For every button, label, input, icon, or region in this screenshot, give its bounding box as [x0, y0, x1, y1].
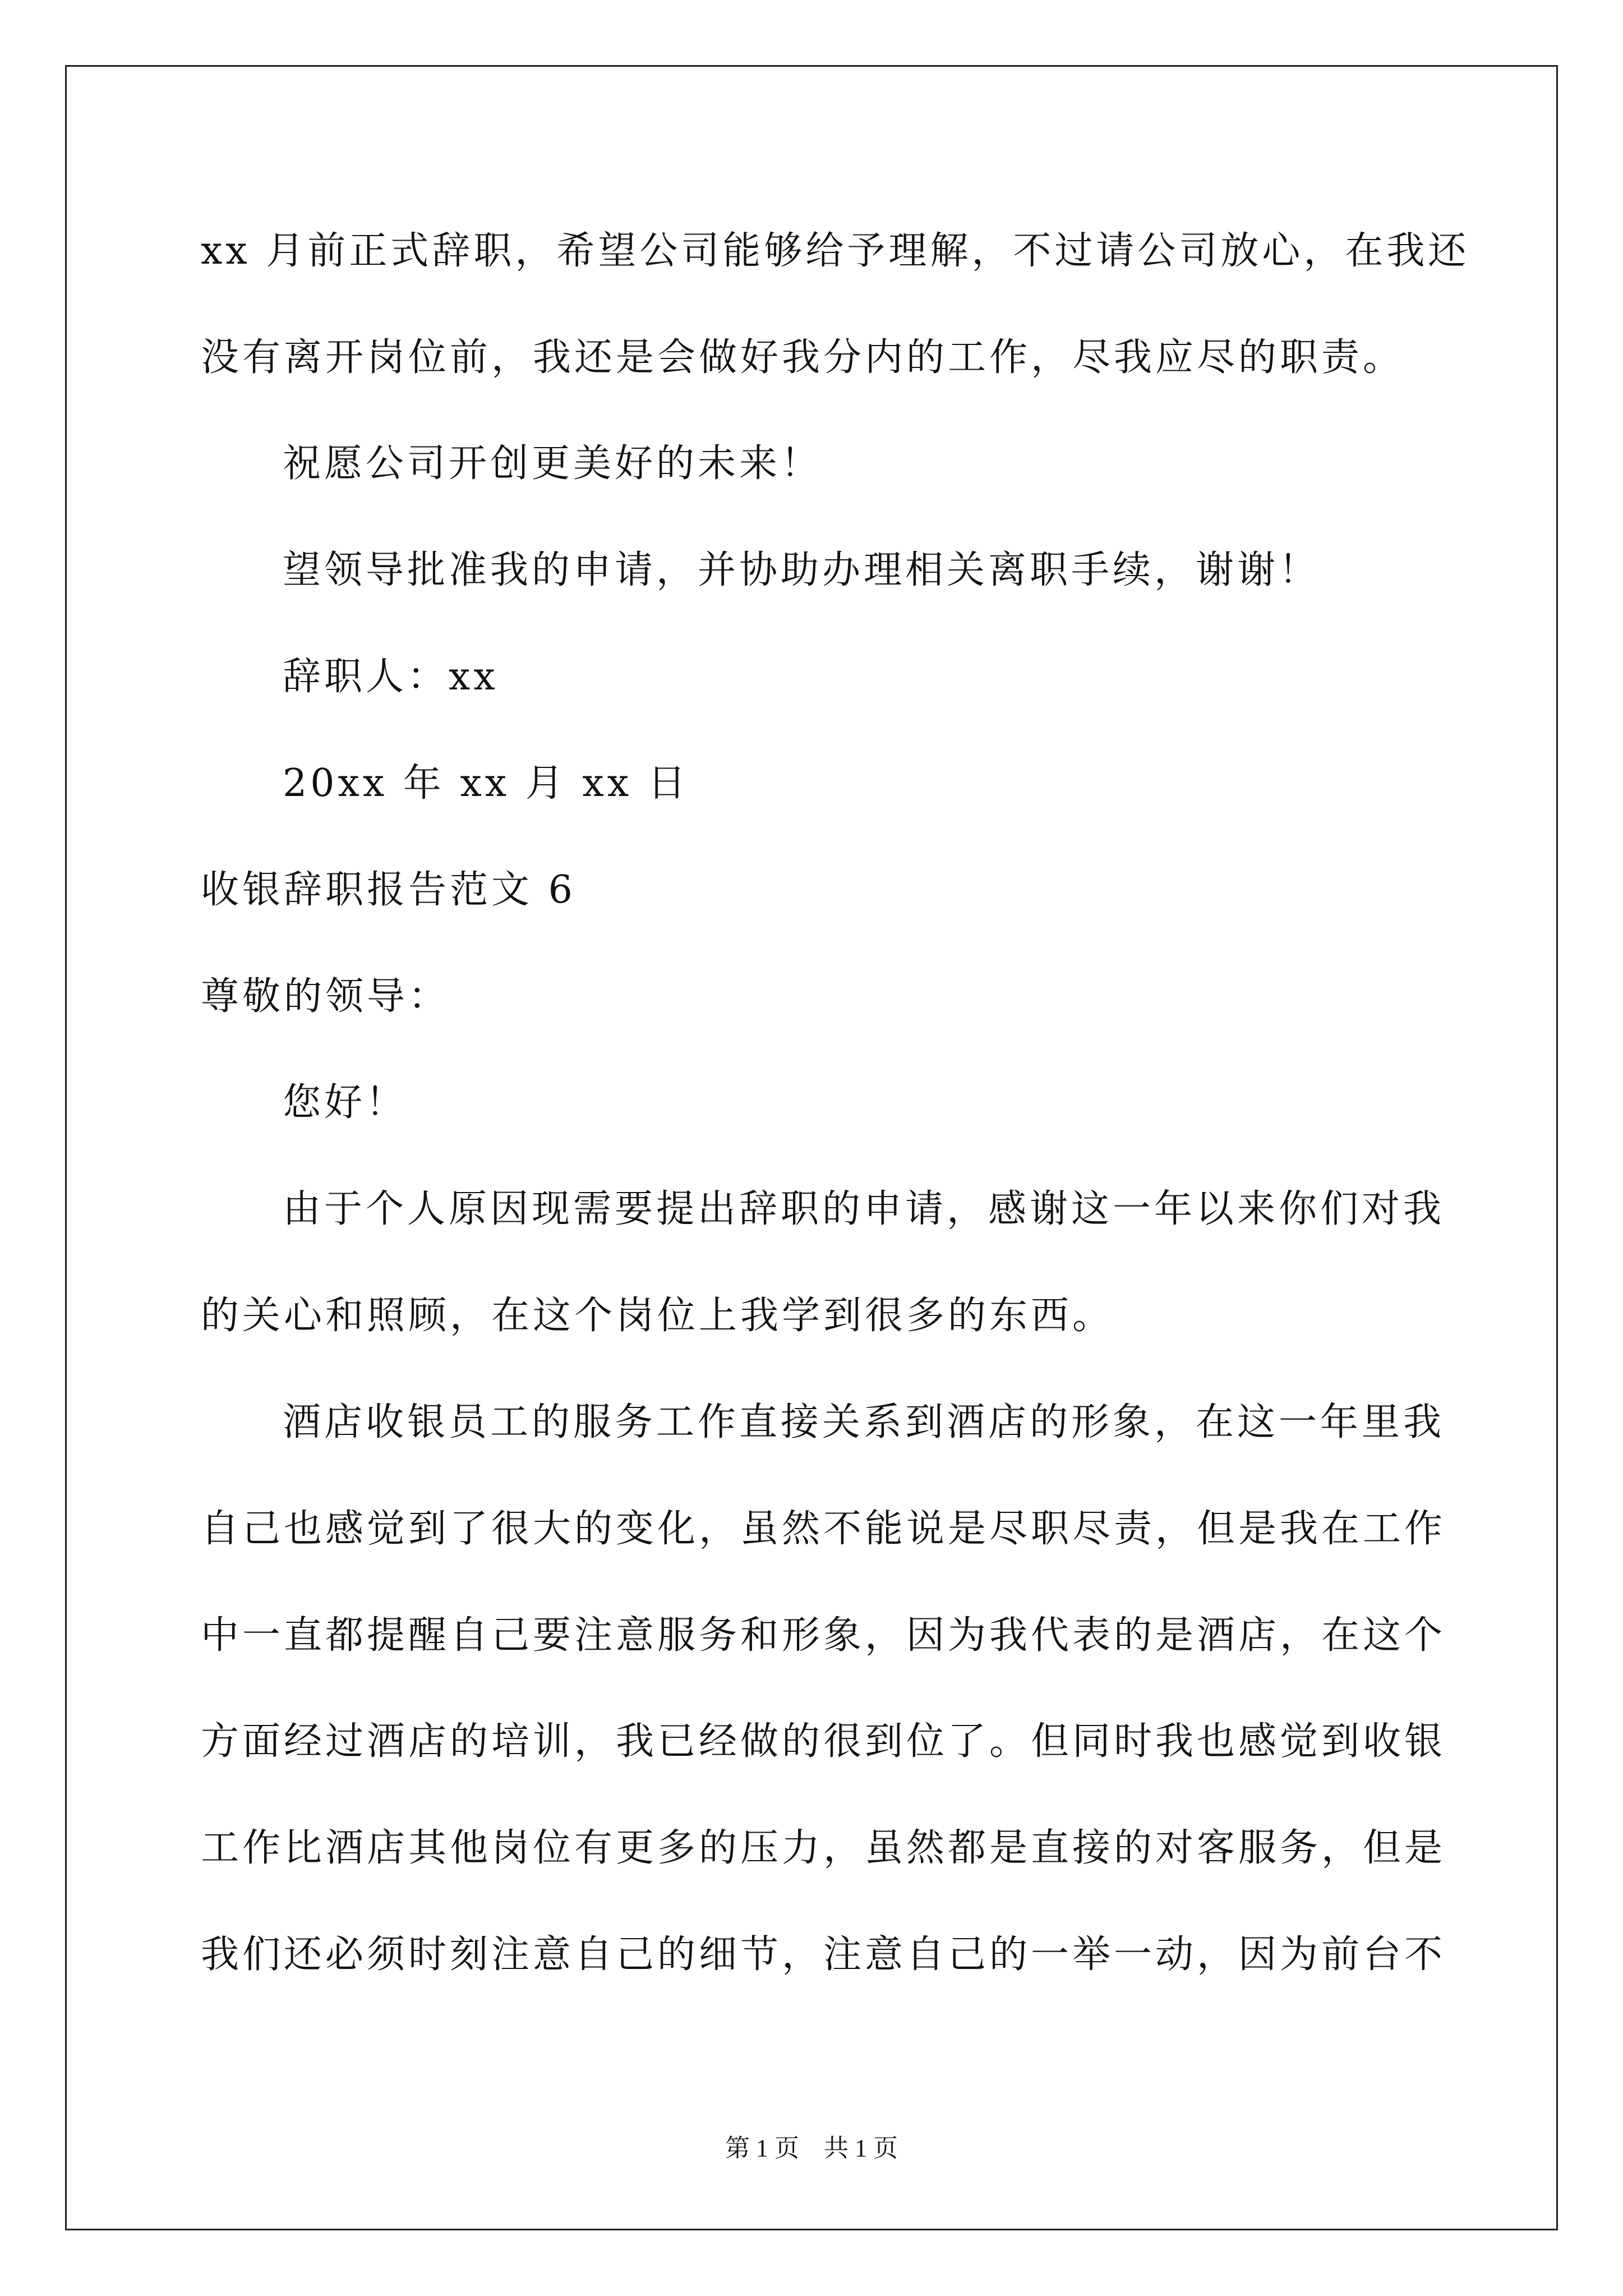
paragraph-line: xx 月前正式辞职，希望公司能够给予理解，不过请公司放心，在我还 — [201, 229, 1470, 273]
paragraph-line: 方面经过酒店的培训，我已经做的很到位了。但同时我也感觉到收银 — [201, 1719, 1446, 1764]
paragraph-line: 没有离开岗位前，我还是会做好我分内的工作，尽我应尽的职责。 — [201, 335, 1405, 380]
date-line: 20xx 年 xx 月 xx 日 — [283, 761, 689, 806]
paragraph-line: 望领导批准我的申请，并协助办理相关离职手续，谢谢！ — [283, 548, 1321, 592]
paragraph-line: 我们还必须时刻注意自己的细节，注意自己的一举一动，因为前台不 — [201, 1932, 1446, 1977]
page-number-footer: 第 1 页 共 1 页 — [725, 2134, 898, 2162]
signature-line: 辞职人：xx — [283, 655, 499, 699]
section-title: 收银辞职报告范文 6 — [201, 868, 576, 912]
salutation: 尊敬的领导： — [201, 974, 450, 1019]
paragraph-line: 由于个人原因现需要提出辞职的申请，感谢这一年以来你们对我 — [283, 1187, 1445, 1231]
greeting: 您好！ — [283, 1080, 408, 1125]
paragraph-line: 中一直都提醒自己要注意服务和形象，因为我代表的是酒店，在这个 — [201, 1613, 1446, 1658]
paragraph-line: 祝愿公司开创更美好的未来！ — [283, 441, 823, 486]
paragraph-line: 自己也感觉到了很大的变化，虽然不能说是尽职尽责，但是我在工作 — [201, 1507, 1446, 1551]
paragraph-line: 工作比酒店其他岗位有更多的压力，虽然都是直接的对客服务，但是 — [201, 1826, 1446, 1870]
paragraph-line: 的关心和照顾，在这个岗位上我学到很多的东西。 — [201, 1294, 1114, 1338]
paragraph-line: 酒店收银员工的服务工作直接关系到酒店的形象，在这一年里我 — [283, 1400, 1445, 1444]
